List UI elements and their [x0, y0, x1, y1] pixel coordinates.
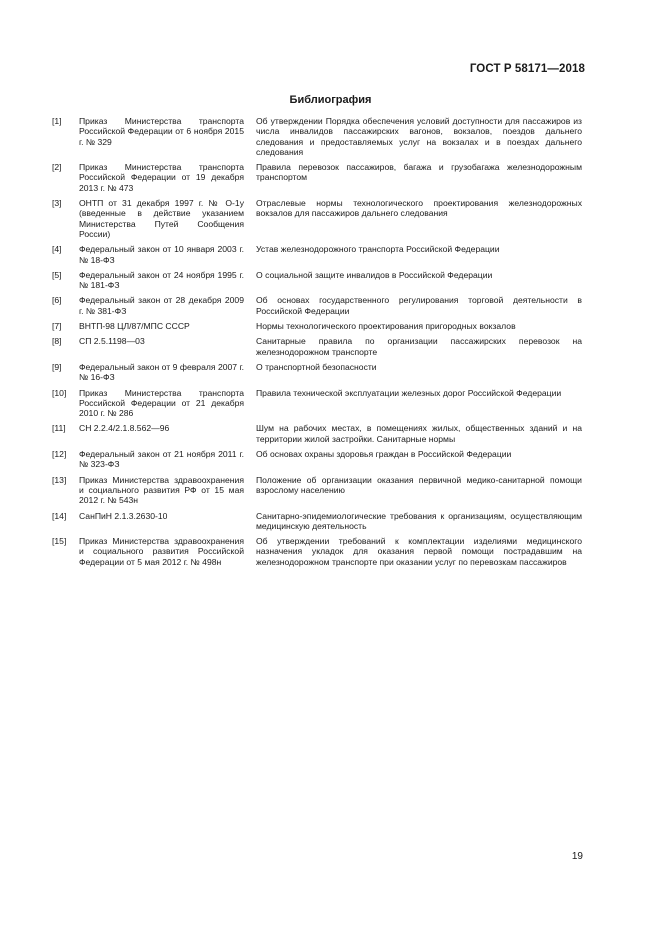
entry-description: Устав железнодорожного транспорта Российской Федерации: [256, 244, 500, 255]
entry-number: [1]: [52, 116, 62, 126]
bibliography-entry: [52, 511, 582, 532]
entry-number: [4]: [52, 244, 62, 255]
entry-number: [3]: [52, 198, 62, 209]
entry-description: Об утверждении Порядка обеспечения условий доступности для пассажиров из числа инвалидов пассажирских вагонов, вокзалов, поездов дальнего следования и предоставляемых услуг на вокзалах и в поездах дальнего следования: [256, 116, 582, 157]
entry-description: Нормы технологического проектирования пригородных вокзалов: [256, 321, 516, 332]
entry-description: Об основах государственного регулирования торговой деятельности в Российской Федерации: [256, 295, 582, 316]
entry-description: Об утверждении требований к комплектации изделиями медицинского назначения укладок для оказания первой помощи пострадавшим на железнодорожном транспорте при оказании услуг по перевозкам пассажиров: [256, 536, 582, 567]
entry-reference: Приказ Министерства транспорта Российской Федерации от 21 декабря 2010 г. № 286: [79, 387, 244, 419]
bibliography-entry: [52, 270, 582, 291]
entry-number: [12]: [52, 449, 67, 460]
section-title: Библиография: [289, 94, 372, 106]
entry-number: [13]: [52, 474, 67, 485]
entry-description: Санитарные правила по организации пассажирских перевозок на железнодорожном транспорте: [256, 336, 582, 357]
bibliography-entry: [52, 475, 582, 506]
entry-description: О транспортной безопасности: [256, 361, 377, 372]
bibliography-entry: [52, 321, 582, 331]
document-code: ГОСТ Р 58171—2018: [469, 63, 585, 75]
entry-reference: ОНТП от 31 декабря 1997 г. № О-1у (введенные в действие указанием Министерства Путей Сообщения России): [79, 198, 244, 239]
entry-description: Правила перевозок пассажиров, багажа и грузобагажа железнодорожным транспортом: [256, 162, 582, 183]
entry-number: [8]: [52, 336, 62, 347]
bibliography-entry: [52, 198, 582, 239]
entry-reference: Федеральный закон от 24 ноября 1995 г. № 181-ФЗ: [79, 269, 244, 291]
entry-description: Правила технической эксплуатации железных дорог Российской Федерации: [256, 387, 562, 398]
entry-reference: СанПиН 2.1.3.2630-10: [79, 510, 168, 521]
bibliography-entry: [52, 362, 582, 383]
entry-description: Отраслевые нормы технологического проектирования железнодорожных вокзалов для пассажиров дальнего следования: [256, 198, 582, 219]
bibliography-entry: [52, 336, 582, 357]
entry-description: Шум на рабочих местах, в помещениях жилых, общественных зданий и на территории жилой застройки. Санитарные нормы: [256, 423, 582, 444]
entry-number: [5]: [52, 269, 62, 280]
entry-number: [15]: [52, 536, 67, 547]
entry-number: [7]: [52, 321, 62, 332]
bibliography-entry: [52, 116, 582, 157]
entry-reference: СН 2.2.4/2.1.8.562—96: [79, 423, 170, 434]
page-number: 19: [571, 851, 583, 862]
entry-description: О социальной защите инвалидов в Российской Федерации: [256, 269, 493, 280]
entry-reference: Приказ Министерства здравоохранения и социального развития РФ от 15 мая 2012 г. № 543н: [79, 474, 244, 506]
entry-reference: Приказ Министерства здравоохранения и социального развития Российской Федерации от 5 мая 2012 г. № 498н: [79, 536, 244, 567]
entry-number: [14]: [52, 510, 67, 521]
bibliography-list: [52, 116, 582, 572]
bibliography-entry: [52, 388, 582, 419]
entry-number: [9]: [52, 361, 62, 372]
entry-description: Положение об организации оказания первичной медико-санитарной помощи взрослому населению: [256, 474, 582, 495]
entry-reference: Федеральный закон от 9 февраля 2007 г. № 16-ФЗ: [79, 361, 244, 383]
entry-reference: Приказ Министерства транспорта Российской Федерации от 19 декабря 2013 г. № 473: [79, 162, 244, 193]
entry-number: [10]: [52, 387, 67, 398]
bibliography-entry: [52, 423, 582, 444]
entry-reference: СП 2.5.1198—03: [79, 336, 145, 347]
entry-reference: Федеральный закон от 21 ноября 2011 г. № 323-ФЗ: [79, 449, 244, 470]
bibliography-entry: [52, 449, 582, 470]
bibliography-entry: [52, 244, 582, 265]
bibliography-entry: [52, 162, 582, 193]
entry-reference: ВНТП-98 ЦЛ/87/МПС СССР: [79, 321, 190, 332]
entry-number: [2]: [52, 162, 62, 173]
entry-number: [11]: [52, 423, 66, 434]
entry-number: [6]: [52, 295, 62, 306]
entry-reference: Федеральный закон от 28 декабря 2009 г. № 381-ФЗ: [79, 295, 244, 316]
bibliography-entry: [52, 295, 582, 316]
entry-description: Об основах охраны здоровья граждан в Российской Федерации: [256, 449, 512, 460]
bibliography-entry: [52, 536, 582, 567]
entry-description: Санитарно-эпидемиологические требования к организациям, осуществляющим медицинскую деятельность: [256, 510, 582, 531]
entry-reference: Федеральный закон от 10 января 2003 г. № 18-ФЗ: [79, 244, 244, 265]
entry-reference: Приказ Министерства транспорта Российской Федерации от 6 ноября 2015 г. № 329: [79, 116, 244, 147]
